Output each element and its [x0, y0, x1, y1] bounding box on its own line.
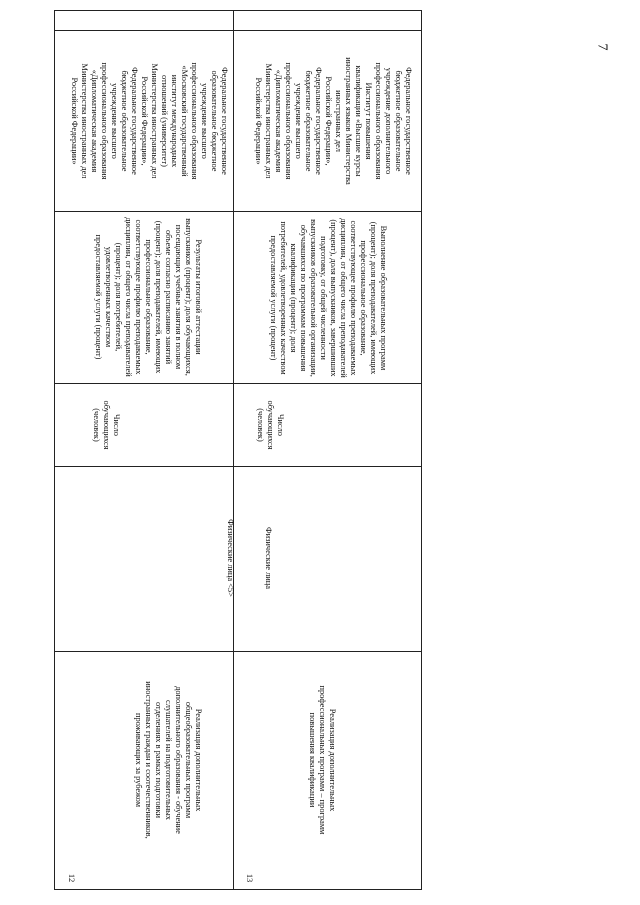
service-text: Реализация дополнительных общеобразовательных программ дополнительного образования - обучение слушателей на подготовительных отделениях в рамках подготовки иностранных граждан и соотечественников, проживающих за рубежом: [134, 681, 203, 839]
quality-indicators-cell: [233, 211, 421, 383]
institutions-cell: [55, 30, 233, 211]
institutions-text: Федеральное государственное бюджетное образовательное учреждение дополнительного профессионального образования Институт повышения квалификации «Высшие курсы иностранных языков Министерства иностранных дел Российской Федерации», Федеральное государственное бюджетное образовательное учреждение высшего профессионального образования «Дипломатическая академия Министерства иностранных дел Российской Федерации»: [254, 57, 413, 185]
volume-indicator-text: Число обучающихся (человек): [92, 400, 121, 450]
consumers-cell: [233, 466, 421, 651]
row-number: 13: [245, 873, 254, 883]
row-number-cell: [233, 871, 421, 891]
consumers-text: Физические лица: [264, 527, 273, 589]
service-text: Реализация дополнительных профессиональных программ – программ повышения квалификации: [308, 685, 337, 835]
consumers-cell: [55, 466, 233, 651]
quality-indicators-text: Результаты итоговой аттестации выпускников (процент); доля обучающихся, посещающих учебные занятия в полном объеме согласно расписанию занятий (процент); доля преподавателей, имеющих профессиональное образование, соответствующее профилю преподаваемых дисциплин, от общего числа преподавателей (процент); доля потребителей, удовлетворенных качеством предоставляемой услуги (процент): [94, 217, 203, 377]
quality-indicators-cell: [55, 211, 233, 383]
consumers-text: Физические лица <5>: [226, 519, 235, 597]
services-table: [54, 10, 422, 890]
service-cell: [55, 651, 233, 871]
row-number: 12: [67, 873, 76, 883]
quality-indicators-text: Выполнение образовательных программ (процент); доля преподавателей, имеющих профессиональное образование, соответствующее профилю преподаваемых дисциплин, от общего числа преподавателей (процент), доля выпускников, завершивших подготовку, от общей численности выпускников образовательной организации, обучавшихся по программам повышения квалификации (процент); доля потребителей, удовлетворенных качеством предоставляемой услуги (процент): [269, 218, 388, 378]
institutions-cell: [233, 30, 421, 211]
volume-indicator-cell: [55, 383, 233, 466]
page-number: 7: [594, 43, 610, 51]
row-number-cell: [55, 871, 233, 891]
service-cell: [233, 651, 421, 871]
institutions-text: Федеральное государственное образовательное бюджетное учреждение высшего профессионального образования «Московский государственный институт международных отношений (университет) Министерства иностранных дел Российской Федерации», Федеральное государственное бюджетное образовательное учреждение высшего профессионального образования «Дипломатическая академия Министерства иностранных дел Российской Федерации»: [70, 62, 229, 180]
volume-indicator-cell: [233, 383, 421, 466]
volume-indicator-text: Число обучающихся (человек): [256, 400, 285, 450]
